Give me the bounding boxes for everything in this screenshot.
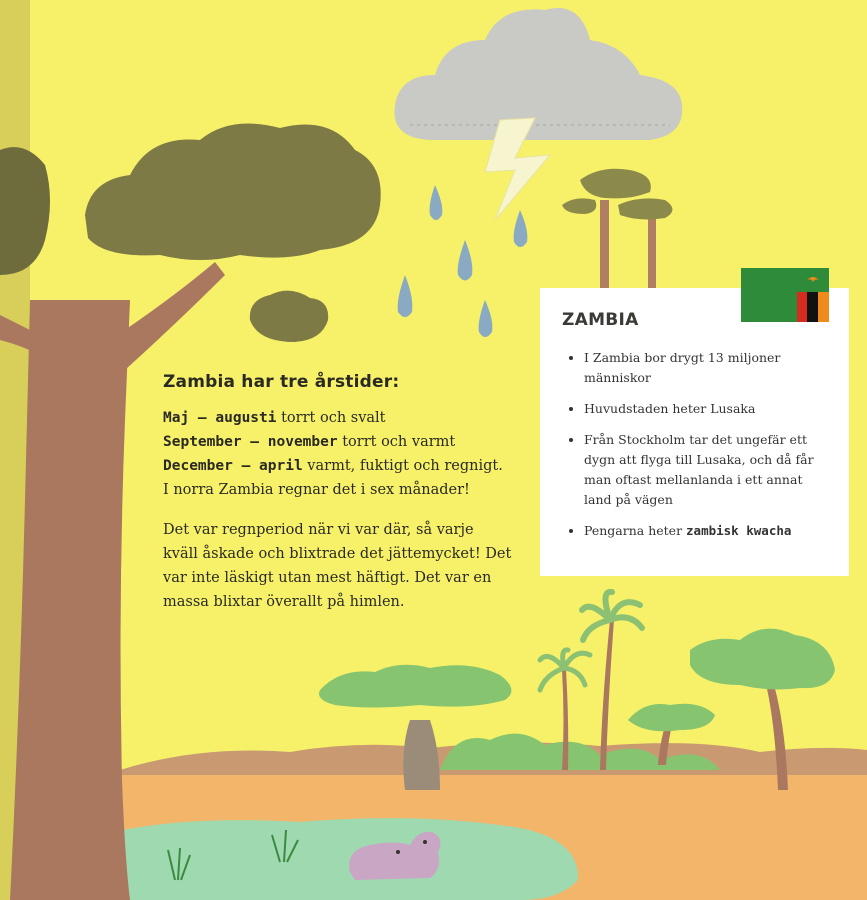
water-pond [100,818,578,900]
fact-list [562,348,829,541]
story-paragraph: Det var regnperiod när vi var där, så varje kväll åskade och blixtrade det jättemycket! Det var inte läskigt utan mest häftigt. Det var en massa blixtar överallt på himlen. [163,522,512,610]
big-tree-foliage [85,124,381,260]
season-desc: varmt, fuktigt och regnigt. I norra Zambia regnar det i sex månader! [163,458,503,498]
season-period: December – april [163,458,303,474]
big-tree-trunk [10,300,130,900]
fact-item: • Huvudstaden heter Lusaka [584,399,829,419]
season-desc: torrt och varmt [337,434,456,450]
season-desc: torrt och svalt [276,410,386,426]
season-period: September – november [163,434,338,450]
seasons-heading: Zambia har tre årstider: [163,372,400,392]
raindrop-icon [398,185,528,337]
season-period: Maj – augusti [163,410,277,426]
cloud-icon [394,8,682,140]
fact-box-title: ZAMBIA [562,310,639,330]
zambia-flag-icon [741,268,829,322]
fact-box [540,288,849,576]
currency-prefix: Pengarna heter [584,523,687,538]
left-foliage [0,147,50,275]
currency-name: zambisk kwacha [686,523,792,538]
small-foliage [250,291,328,342]
fact-item [584,521,829,541]
acacia-trees-top [562,169,673,288]
fact-item: • I Zambia bor drygt 13 miljoner människor [584,348,829,388]
seasons-list [163,406,513,502]
seasons-section [163,372,513,614]
fact-item: • Från Stockholm tar det ungefär ett dygn att flyga till Lusaka, och då får man oftast mellanlanda i ett annat land på vägen [584,430,829,510]
